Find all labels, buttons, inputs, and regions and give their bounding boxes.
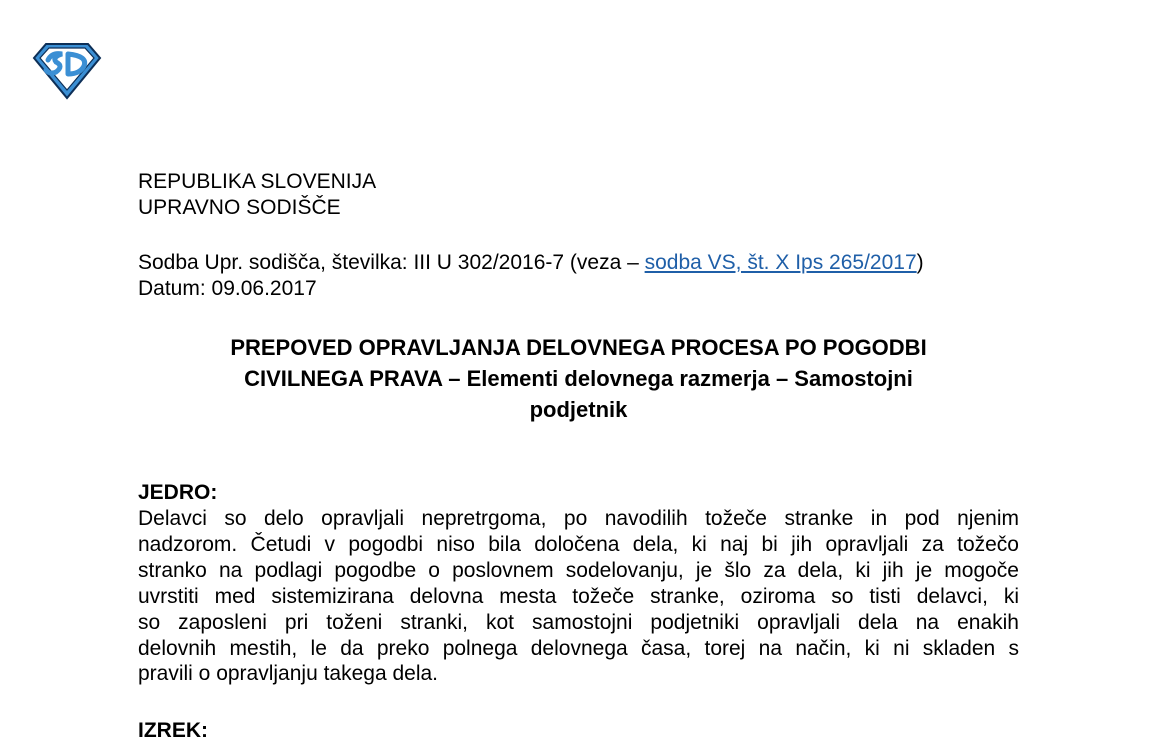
jedro-line: so zaposleni pri toženi stranki, kot samostojni podjetniki opravljali dela na enakih (138, 610, 1019, 634)
case-reference (138, 250, 1019, 302)
izrek-heading: IZREK: (138, 719, 208, 742)
case-number: Sodba Upr. sodišča, številka: III U 302/2016-7 (veza – (138, 251, 645, 274)
related-judgment-link[interactable]: sodba VS, št. X Ips 265/2017 (644, 251, 917, 274)
header-court: UPRAVNO SODIŠČE (138, 196, 341, 219)
diamond-shield-logo-icon (30, 40, 104, 100)
court-header (138, 169, 1019, 221)
jedro-heading: JEDRO: (138, 481, 218, 504)
jedro-line: nadzorom. Četudi v pogodbi niso bila določena dela, ki naj bi jih opravljali za tožečo (138, 532, 1019, 556)
jedro-line: stranko na podlagi pogodbe o poslovnem sodelovanju, je šlo za dela, ki jih je mogoče (138, 558, 1019, 582)
header-country: REPUBLIKA SLOVENIJA (138, 170, 377, 193)
title-line-3: podjetnik (529, 397, 628, 422)
judgment-date: Datum: 09.06.2017 (138, 277, 317, 300)
title-line-1: PREPOVED OPRAVLJANJA DELOVNEGA PROCESA PO POGODBI (230, 335, 927, 360)
jedro-line: Delavci so delo opravljali nepretrgoma, po navodilih tožeče stranke in pod njenim (138, 507, 1019, 530)
jedro-line: uvrstiti med sistemizirana delovna mesta tožeče stranke, oziroma so tisti delavci, ki (138, 584, 1019, 608)
case-number-suffix: ) (916, 251, 924, 274)
judgment-title (138, 332, 1019, 425)
court-logo (30, 40, 104, 100)
case-number-line (138, 250, 1019, 276)
jedro-line: delovnih mestih, le da preko polnega delovnega časa, torej na način, ki ni skladen s (138, 636, 1019, 660)
jedro-line: pravili o opravljanju takega dela. (138, 662, 439, 686)
jedro-text (138, 506, 1019, 687)
title-line-2: CIVILNEGA PRAVA – Elementi delovnega razmerja – Samostojni (244, 366, 913, 391)
